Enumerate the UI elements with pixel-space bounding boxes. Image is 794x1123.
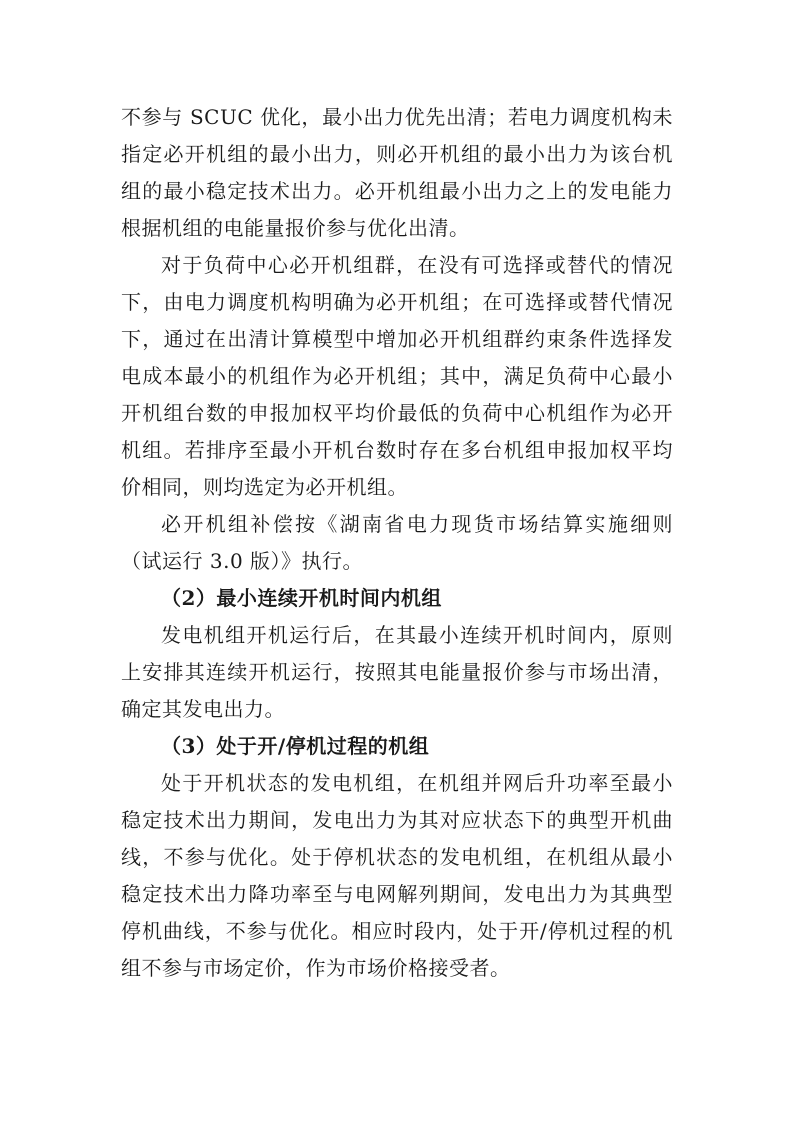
document-body	[121, 99, 673, 987]
paragraph-must-run-min-output: 不参与 SCUC 优化，最小出力优先出清；若电力调度机构未指定必开机组的最小出力，则必开机组的最小出力为该台机组的最小稳定技术出力。必开机组最小出力之上的发电能力根据机组的电能量报价参与优化出清。	[121, 105, 673, 240]
paragraph-compensation: 必开机组补偿按《湖南省电力现货市场结算实施细则（试运行 3.0 版）》执行。	[121, 512, 673, 573]
section-heading-min-on-time: （2）最小连续开机时间内机组	[161, 586, 442, 610]
paragraph-startup-shutdown: 处于开机状态的发电机组，在机组并网后升功率至最小稳定技术出力期间，发电出力为其对应状态下的典型开机曲线，不参与优化。处于停机状态的发电机组，在机组从最小稳定技术出力降功率至与电网解列期间，发电出力为其典型停机曲线，不参与优化。相应时段内，处于开/停机过程的机组不参与市场定价，作为市场价格接受者。	[121, 771, 673, 980]
paragraph-min-on-time: 发电机组开机运行后，在其最小连续开机时间内，原则上安排其连续开机运行，按照其电能量报价参与市场出清，确定其发电出力。	[121, 623, 673, 721]
section-heading-startup-shutdown: （3）处于开/停机过程的机组	[161, 734, 430, 758]
paragraph-load-center-units: 对于负荷中心必开机组群，在没有可选择或替代的情况下，由电力调度机构明确为必开机组；在可选择或替代情况下，通过在出清计算模型中增加必开机组群约束条件选择发电成本最小的机组作为必开机组；其中，满足负荷中心最小开机组台数的申报加权平均价最低的负荷中心机组作为必开机组。若排序至最小开机台数时存在多台机组申报加权平均价相同，则均选定为必开机组。	[121, 253, 673, 499]
